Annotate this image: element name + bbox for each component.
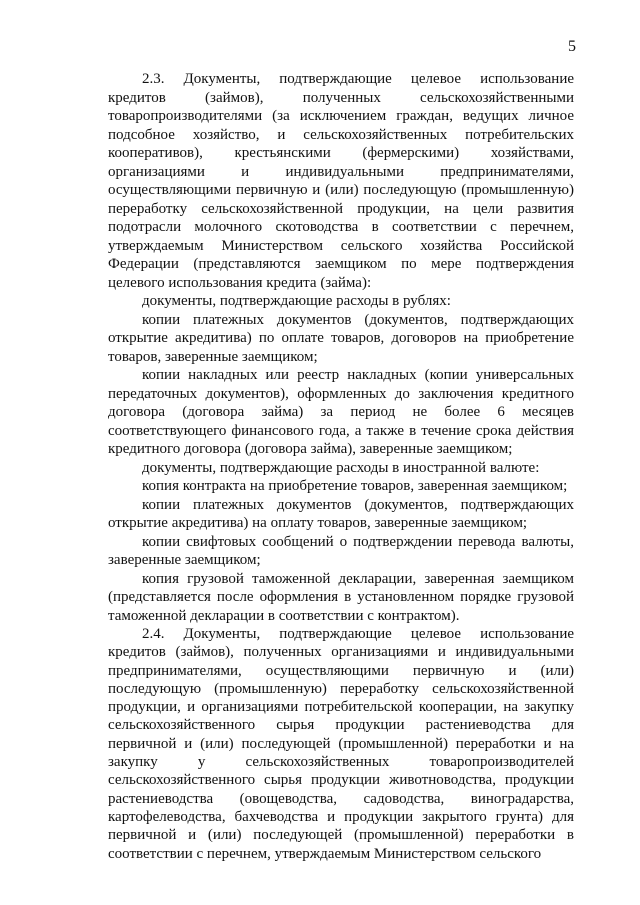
paragraph-payment-copies: копии платежных документов (документов, подтверждающих открытие акредитива) по оплате товаров, договоров на приобретение товаров, заверенные заемщиком; [108,311,574,365]
paragraph-invoice-copies: копии накладных или реестр накладных (копии универсальных передаточных документов), оформленных до заключения кредитного договора (договора займа) за период не более 6 месяцев соответствующего финансового года, а также в течение срока действия кредитного договора (договора займа), заверенные заемщиком; [108,367,574,457]
paragraph-contract-copy: копия контракта на приобретение товаров, заверенная заемщиком; [142,478,568,494]
paragraph-fx-expenses: документы, подтверждающие расходы в иностранной валюте: [142,459,540,476]
paragraph-swift-copies: копии свифтовых сообщений о подтверждении перевода валюты, заверенные заемщиком; [108,533,574,568]
paragraph-fx-payment-copies: копии платежных документов (документов, подтверждающих открытие акредитива) на оплату товаров, заверенные заемщиком; [108,496,574,531]
page-number: 5 [568,38,576,55]
paragraph-customs-declaration: копия грузовой таможенной декларации, заверенная заемщиком (представляется после оформления в установленном порядке грузовой таможенной декларации в соответствии с контрактом). [108,570,574,624]
document-body [108,70,574,863]
paragraph-2-4: 2.4. Документы, подтверждающие целевое использование кредитов (займов), полученных организациями и индивидуальными предпринимателями, осуществляющими первичную и (или) последующую (промышленную) переработку сельскохозяйственной продукции, и организациями потребительской кооперации, на закупку сельскохозяйственного сырья продукции растениеводства для первичной и (или) последующей (промышленной) переработки и на закупку у сельскохозяйственных товаропроизводителей сельскохозяйственного сырья продукции животноводства, продукции растениеводства (овощеводства, садоводства, виноградарства, картофелеводства, бахчеводства и продукции закрытого грунта) для первичной и (или) последующей (промышленной) переработки в соответствии с перечнем, утверждаемым Министерством сельского [108,626,574,862]
paragraph-rub-expenses: документы, подтверждающие расходы в рублях: [142,293,451,309]
paragraph-2-3: 2.3. Документы, подтверждающие целевое использование кредитов (займов), полученных сельскохозяйственными товаропроизводителями (за исключением граждан, ведущих личное подсобное хозяйство, и сельскохозяйственных потребительских кооперативов), крестьянскими (фермерскими) хозяйствами, организациями и индивидуальными предпринимателями, осуществляющими первичную и (или) последующую (промышленную) переработку сельскохозяйственной продукции, на цели развития подотрасли молочного скотоводства в соответствии с перечнем, утверждаемым Министерством сельского хозяйства Российской Федерации (представляются заемщиком по мере подтверждения целевого использования кредита (займа): [108,71,574,291]
